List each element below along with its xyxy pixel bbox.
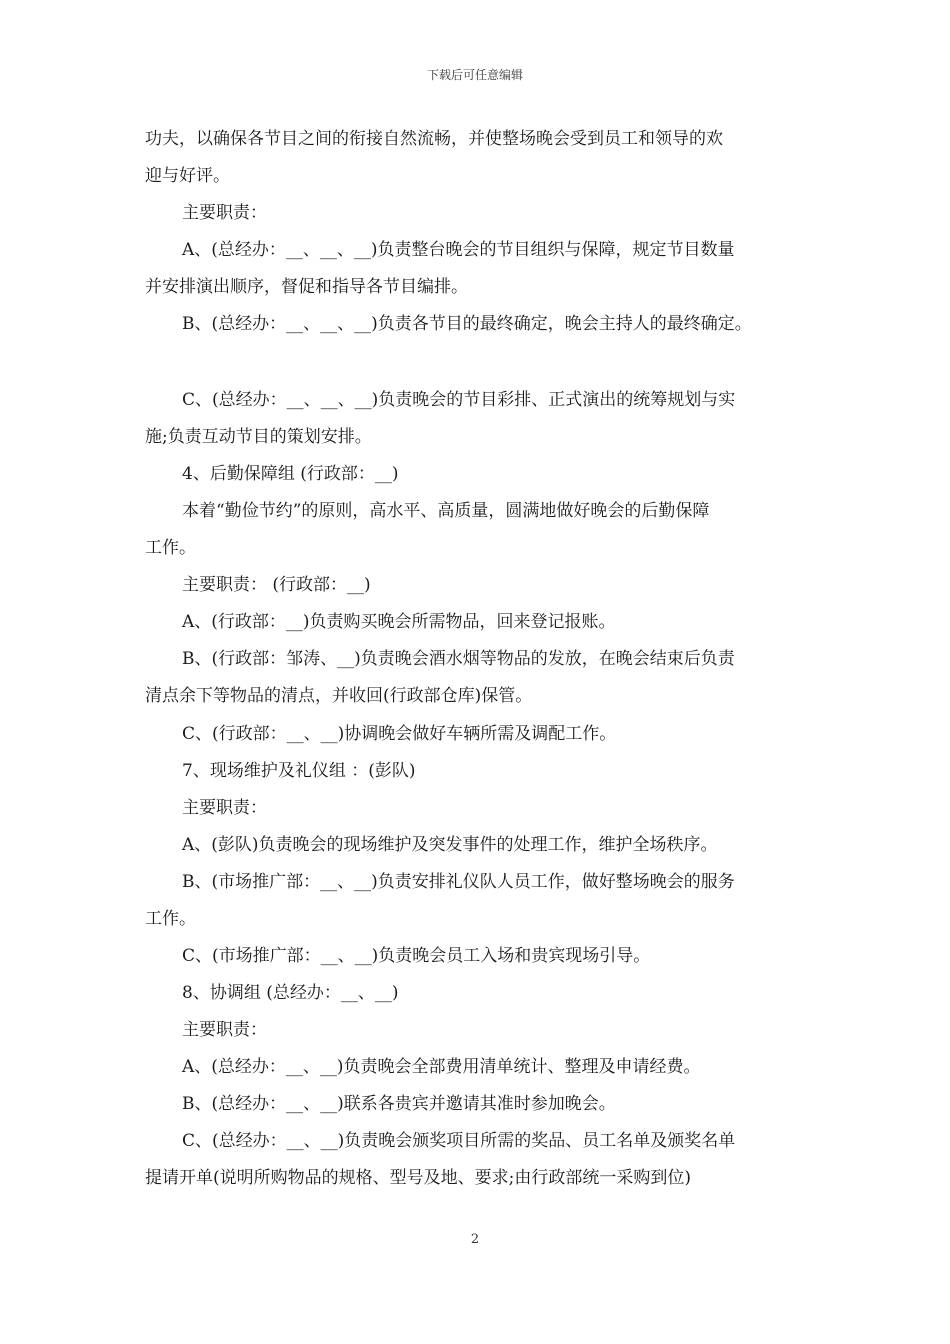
text-line: 并安排演出顺序，督促和指导各节目编排。	[145, 277, 468, 297]
text-line: 工作。	[145, 909, 196, 929]
text-line: 本着“勤俭节约”的原则，高水平、高质量，圆满地做好晚会的后勤保障	[182, 501, 710, 521]
text-line: B、(市场推广部：__、__)负责安排礼仪队人员工作，做好整场晚会的服务	[182, 872, 735, 892]
section-label: 主要职责：	[182, 1020, 267, 1040]
text-line: B、(总经办：__、__、__)负责各节目的最终确定，晚会主持人的最终确定。	[182, 314, 752, 334]
text-line: A、(彭队)负责晚会的现场维护及突发事件的处理工作，维护全场秩序。	[182, 835, 718, 855]
page-number: 2	[470, 1232, 480, 1247]
page-header: 下载后可任意编辑	[426, 68, 523, 82]
section-label: 主要职责： (行政部：__)	[182, 575, 371, 595]
text-line: C、(总经办：__、__)负责晚会颁奖项目所需的奖品、员工名单及颁奖名单	[182, 1131, 736, 1151]
text-line: B、(行政部：邹涛、__)负责晚会酒水烟等物品的发放，在晚会结束后负责	[182, 649, 735, 669]
section-label: 主要职责：	[182, 203, 267, 223]
text-line: C、(总经办：__、__、__)负责晚会的节目彩排、正式演出的统筹规划与实	[182, 390, 736, 410]
text-line: C、(市场推广部：__、__)负责晚会员工入场和贵宾现场引导。	[182, 946, 651, 966]
section-label: 主要职责：	[182, 798, 267, 818]
text-line: 清点余下等物品的清点，并收回(行政部仓库)保管。	[145, 686, 533, 706]
text-line: 提请开单(说明所购物品的规格、型号及地、要求;由行政部统一采购到位)	[145, 1168, 691, 1188]
section-heading: 8、协调组 (总经办：__、__)	[182, 983, 399, 1003]
text-line: A、(总经办：__、__、__)负责整台晚会的节目组织与保障，规定节目数量	[182, 240, 735, 260]
text-line: 工作。	[145, 538, 196, 558]
text-line: A、(总经办：__、__)负责晚会全部费用清单统计、整理及申请经费。	[182, 1057, 701, 1077]
section-heading: 4、后勤保障组 (行政部：__)	[182, 464, 399, 484]
text-line: 迎与好评。	[145, 166, 230, 186]
text-line: A、(行政部：__)负责购买晚会所需物品，回来登记报账。	[182, 612, 616, 632]
text-line: C、(行政部：__、__)协调晚会做好车辆所需及调配工作。	[182, 724, 617, 744]
text-line: 施;负责互动节目的策划安排。	[145, 427, 372, 447]
section-heading: 7、现场维护及礼仪组 ：(彭队)	[182, 761, 416, 781]
text-line: B、(总经办：__、__)联系各贵宾并邀请其准时参加晚会。	[182, 1094, 616, 1114]
text-line: 功夫，以确保各节目之间的衔接自然流畅，并使整场晚会受到员工和领导的欢	[145, 129, 723, 149]
